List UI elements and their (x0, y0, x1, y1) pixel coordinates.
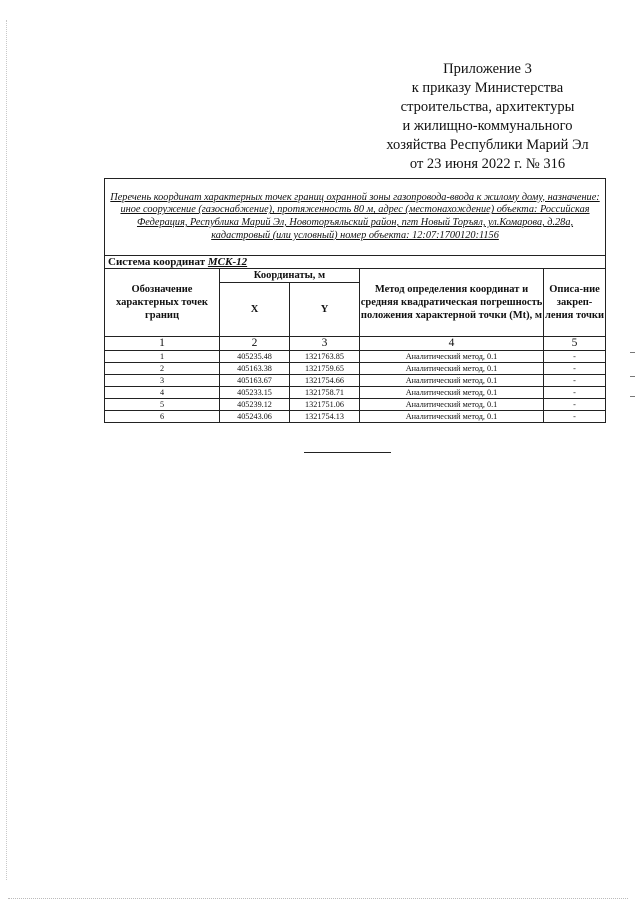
appendix-line: от 23 июня 2022 г. № 316 (409, 156, 566, 172)
method-cell: Аналитический метод, 0.1 (360, 363, 544, 375)
x-coordinate: 405233.15 (220, 387, 290, 399)
table-row (105, 411, 606, 423)
header-designation: Обозначение характерных точек границ (105, 269, 220, 337)
y-coordinate: 1321758.71 (290, 387, 360, 399)
table-caption: Перечень координат характерных точек границ охранной зоны газопровода-ввода к жилому дому, назначение: иное сооружение (газоснабжение), протяженность 80 м, адрес (местонахождение) объекта: Российская Федерация, Республика Марий Эл, Новоторъяльский район, пгт Новый Торъял, ул.Комарова, д.28а, кадастровый (или условный) номер объекта: 12:07:1700120:1156 (105, 179, 606, 256)
x-coordinate: 405243.06 (220, 411, 290, 423)
y-coordinate: 1321754.13 (290, 411, 360, 423)
table-row (105, 351, 606, 363)
header-x: X (220, 283, 290, 337)
column-number: 5 (544, 337, 606, 351)
method-cell: Аналитический метод, 0.1 (360, 375, 544, 387)
header-coordinates: Координаты, м (220, 269, 360, 283)
description-cell: - (544, 363, 606, 375)
point-number: 1 (105, 351, 220, 363)
signature-line (304, 452, 391, 453)
point-number: 5 (105, 399, 220, 411)
table-row (105, 387, 606, 399)
edge-scan-mark (630, 376, 635, 377)
x-coordinate: 405163.38 (220, 363, 290, 375)
header-description: Описа-ние закреп-ления точки (544, 269, 606, 337)
point-number: 4 (105, 387, 220, 399)
y-coordinate: 1321751.06 (290, 399, 360, 411)
point-number: 2 (105, 363, 220, 375)
header-y: Y (290, 283, 360, 337)
column-number: 3 (290, 337, 360, 351)
edge-scan-mark (630, 352, 635, 353)
description-cell: - (544, 411, 606, 423)
column-number: 1 (105, 337, 220, 351)
appendix-line: к приказу Министерства (411, 80, 564, 96)
edge-scan-mark (630, 396, 635, 397)
description-cell: - (544, 399, 606, 411)
table-row (105, 363, 606, 375)
appendix-line: и жилищно-коммунального (402, 118, 573, 134)
column-number: 2 (220, 337, 290, 351)
header-method: Метод определения координат и средняя квадратическая погрешность положения характерной точки (Mt), м (360, 269, 544, 337)
method-cell: Аналитический метод, 0.1 (360, 399, 544, 411)
coordinate-system-value: МСК-12 (207, 256, 248, 268)
description-cell: - (544, 387, 606, 399)
bottom-scan-marks (8, 898, 628, 899)
coordinate-system-label: Система координат (108, 256, 206, 268)
column-number: 4 (360, 337, 544, 351)
x-coordinate: 405235.48 (220, 351, 290, 363)
x-coordinate: 405163.67 (220, 375, 290, 387)
y-coordinate: 1321763.85 (290, 351, 360, 363)
appendix-line: строительства, архитектуры (400, 99, 575, 115)
left-margin-scan-marks (6, 20, 8, 880)
appendix-line: хозяйства Республики Марий Эл (386, 137, 589, 153)
method-cell: Аналитический метод, 0.1 (360, 387, 544, 399)
appendix-header (360, 60, 615, 174)
method-cell: Аналитический метод, 0.1 (360, 411, 544, 423)
appendix-line: Приложение 3 (443, 61, 532, 77)
coordinate-system-row (105, 256, 606, 269)
coordinates-table (104, 178, 606, 423)
x-coordinate: 405239.12 (220, 399, 290, 411)
method-cell: Аналитический метод, 0.1 (360, 351, 544, 363)
description-cell: - (544, 351, 606, 363)
point-number: 6 (105, 411, 220, 423)
y-coordinate: 1321754.66 (290, 375, 360, 387)
table-row (105, 375, 606, 387)
description-cell: - (544, 375, 606, 387)
table-row (105, 399, 606, 411)
point-number: 3 (105, 375, 220, 387)
y-coordinate: 1321759.65 (290, 363, 360, 375)
column-number-row (105, 337, 606, 351)
